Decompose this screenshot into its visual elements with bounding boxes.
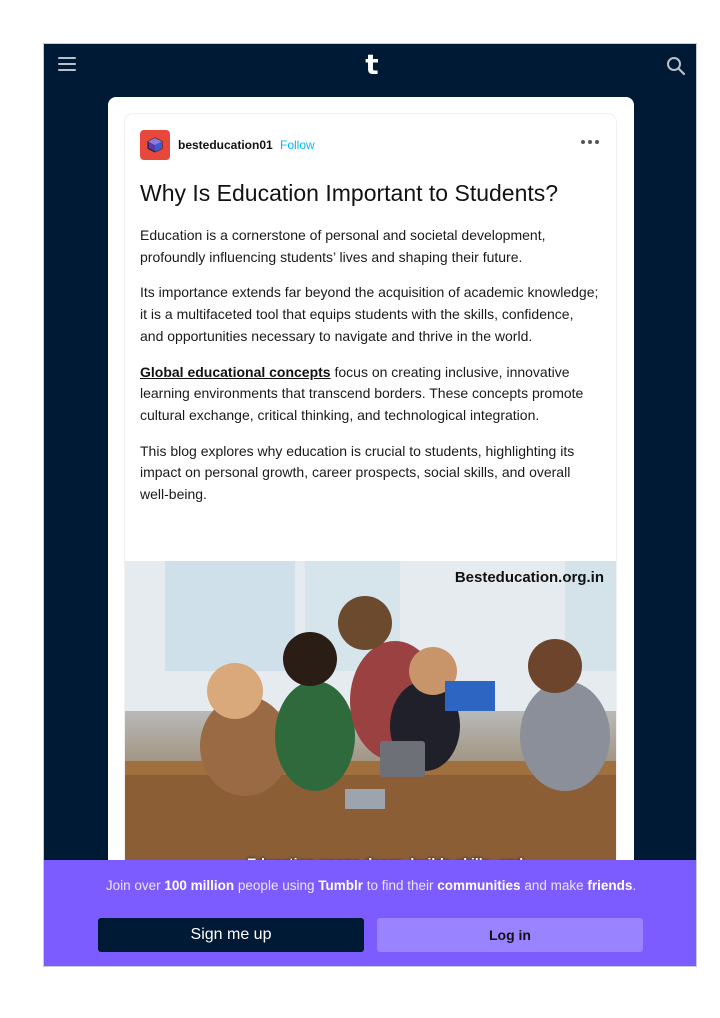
sign-up-button[interactable]: Sign me up <box>98 918 364 952</box>
signup-text <box>44 878 697 893</box>
cube-icon <box>147 137 163 153</box>
signup-text-4: Tumblr <box>318 878 363 893</box>
app-viewport <box>43 43 697 967</box>
tumblr-logo[interactable]: t <box>365 48 379 81</box>
post <box>125 114 616 967</box>
hamburger-icon[interactable] <box>58 57 76 73</box>
paragraph-2: Its importance extends far beyond the acquisition of academic knowledge; it is a multifaceted tool that equips students with the skills, confidence, and opportunities necessary to navigate and thrive in the world. <box>140 284 599 344</box>
paragraph-3-text: focus on creating inclusive, innovative learning environments that transcend borders. These concepts promote cultural exchange, critical thinking, and technological integration. <box>140 363 584 423</box>
avatar[interactable] <box>140 130 170 160</box>
search-icon[interactable] <box>666 56 686 76</box>
signup-banner <box>44 860 697 967</box>
post-image[interactable] <box>125 561 616 871</box>
post-title: Why Is Education Important to Students? <box>140 180 559 206</box>
image-watermark: Besteducation.org.in <box>454 569 604 586</box>
global-concepts-link[interactable]: Global educational concepts <box>140 363 331 380</box>
signup-text-9: . <box>632 878 637 893</box>
paragraph-3 <box>140 362 600 427</box>
top-bar <box>44 44 696 88</box>
more-options-icon[interactable] <box>581 135 601 149</box>
signup-text-8: friends <box>587 878 633 893</box>
author-name[interactable]: besteducation01 <box>178 138 273 152</box>
signup-text-5: to find their <box>362 878 438 893</box>
classroom-photo <box>125 561 616 871</box>
signup-text-3: people using <box>234 878 319 893</box>
post-header <box>140 130 600 160</box>
paragraph-4: This blog explores why education is crucial to students, highlighting its impact on personal growth, career prospects, social skills, and overall well-being. <box>140 442 575 503</box>
post-card <box>105 97 637 967</box>
log-in-button[interactable]: Log in <box>377 918 643 952</box>
paragraph-1: Education is a cornerstone of personal and societal development, profoundly influencing students’ lives and shaping their future. <box>140 227 546 265</box>
post-body <box>140 225 600 520</box>
signup-text-6: communities <box>437 878 521 893</box>
signup-text-2: 100 million <box>164 878 235 893</box>
signup-text-1: Join over <box>105 878 165 893</box>
follow-button[interactable]: Follow <box>280 138 315 152</box>
signup-text-7: and make <box>520 878 588 893</box>
